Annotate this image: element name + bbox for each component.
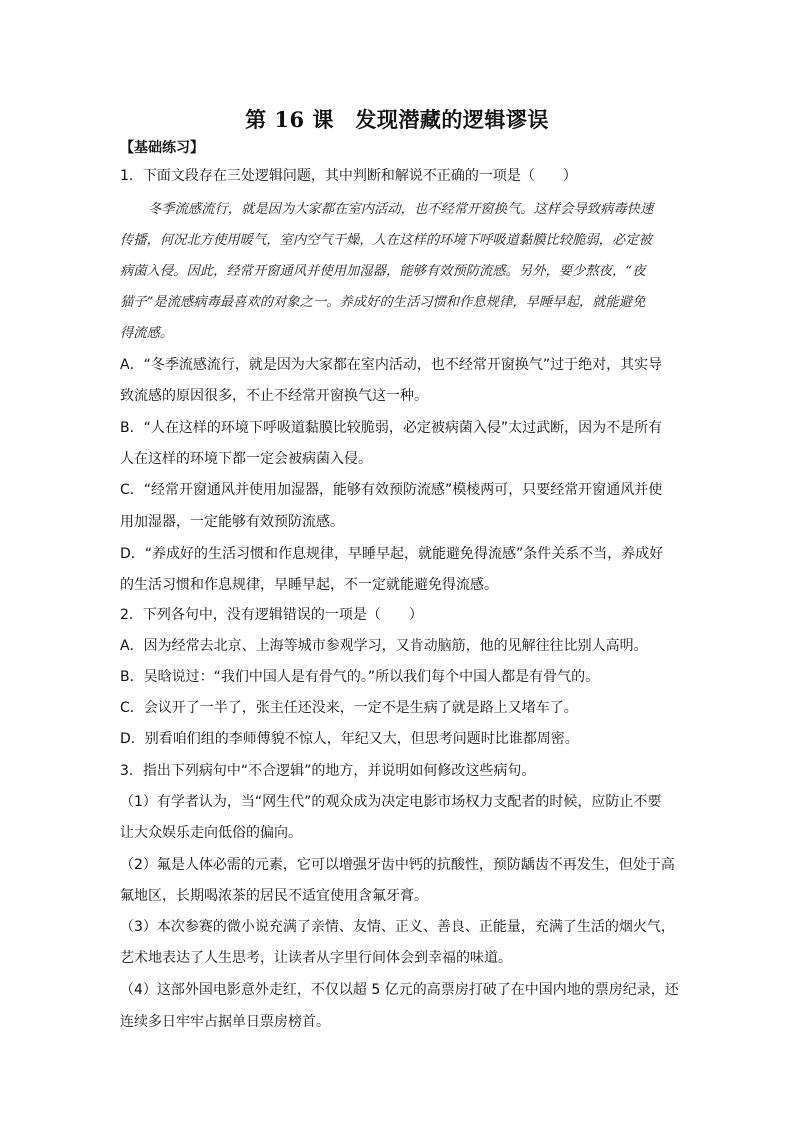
- option-b-cont: 人在这样的环境下都一定会被病菌入侵。: [120, 451, 372, 467]
- option-b: B．“人在这样的环境下呼吸道黏膜比较脆弱，必定被病菌入侵”太过武断，因为不是所有: [120, 420, 663, 436]
- passage-line: 冬季流感流行，就是因为大家都在室内活动，也不经常开窗换气。这样会导致病毒快速: [148, 202, 654, 217]
- option-c: C．“经常开窗通风并使用加湿器，能够有效预防流感”模棱两可，只要经常开窗通风并使: [120, 482, 663, 498]
- passage-line: 猫子”是流感病毒最喜欢的对象之一。养成好的生活习惯和作息规律，早睡早起，就能避免: [120, 295, 646, 310]
- page-title: 第 16 课 发现潜藏的逻辑谬误: [245, 107, 549, 132]
- question-1-stem: 1．下面文段存在三处逻辑问题，其中判断和解说不正确的一项是（ ）: [120, 168, 577, 184]
- option-d-cont: 的生活习惯和作息规律，早睡早起，不一定就能避免得流感。: [120, 577, 498, 593]
- q3-item-3-cont: 艺术地表达了人生思考，让读者从字里行间体会到幸福的味道。: [120, 950, 512, 966]
- section-heading: 【基础练习】: [120, 140, 204, 156]
- passage-line: 传播，何况北方使用暖气，室内空气干燥，人在这样的环境下呼吸道黏膜比较脆弱，必定被: [120, 233, 652, 248]
- q2-option-b: B．吴晗说过：“我们中国人是有骨气的。”所以我们每个中国人都是有骨气的。: [120, 669, 600, 685]
- q3-item-3: （3）本次参赛的微小说充满了亲情、友情、正义、善良、正能量，充满了生活的烟火气，: [120, 919, 675, 935]
- q3-item-4-cont: 连续多日牢牢占据单日票房榜首。: [120, 1014, 330, 1030]
- option-c-cont: 用加湿器，一定能够有效预防流感。: [120, 514, 344, 530]
- passage-line: 得流感。: [120, 326, 174, 341]
- question-2-stem: 2．下列各句中，没有逻辑错误的一项是（ ）: [120, 607, 423, 623]
- question-3-stem: 3．指出下列病句中“不合逻辑”的地方，并说明如何修改这些病句。: [120, 763, 536, 779]
- q3-item-1-cont: 让大众娱乐走向低俗的偏向。: [120, 825, 302, 841]
- option-a: A．“冬季流感流行，就是因为大家都在室内活动，也不经常开窗换气”过于绝对，其实导: [120, 357, 663, 373]
- q3-item-2-cont: 氟地区，长期喝浓茶的居民不适宜使用含氟牙膏。: [120, 888, 428, 904]
- q3-item-1: （1）有学者认为，当“网生代”的观众成为决定电影市场权力支配者的时候，应防止不要: [120, 794, 662, 810]
- q3-item-2: （2）氟是人体必需的元素，它可以增强牙齿中钙的抗酸性，预防龋齿不再发生，但处于高: [120, 857, 675, 873]
- q3-item-4: （4）这部外国电影意外走红，不仅以超 5 亿元的高票房打破了在中国内地的票房纪录，还: [120, 982, 679, 998]
- option-d: D．“养成好的生活习惯和作息规律，早睡早起，就能避免得流感”条件关系不当，养成好: [120, 546, 664, 562]
- q2-option-d: D．别看咱们组的李师傅貌不惊人，年纪又大，但思考问题时比谁都周密。: [120, 731, 579, 747]
- option-a-cont: 致流感的原因很多，不止不经常开窗换气这一种。: [120, 388, 428, 404]
- q2-option-c: C．会议开了一半了，张主任还没来，一定不是生病了就是路上又堵车了。: [120, 700, 578, 716]
- q2-option-a: A．因为经常去北京、上海等城市参观学习，又肯动脑筋，他的见解往往比别人高明。: [120, 638, 648, 654]
- passage-line: 病菌入侵。因此，经常开窗通风并使用加湿器，能够有效预防流感。另外，要少熬夜，“夜: [120, 264, 646, 279]
